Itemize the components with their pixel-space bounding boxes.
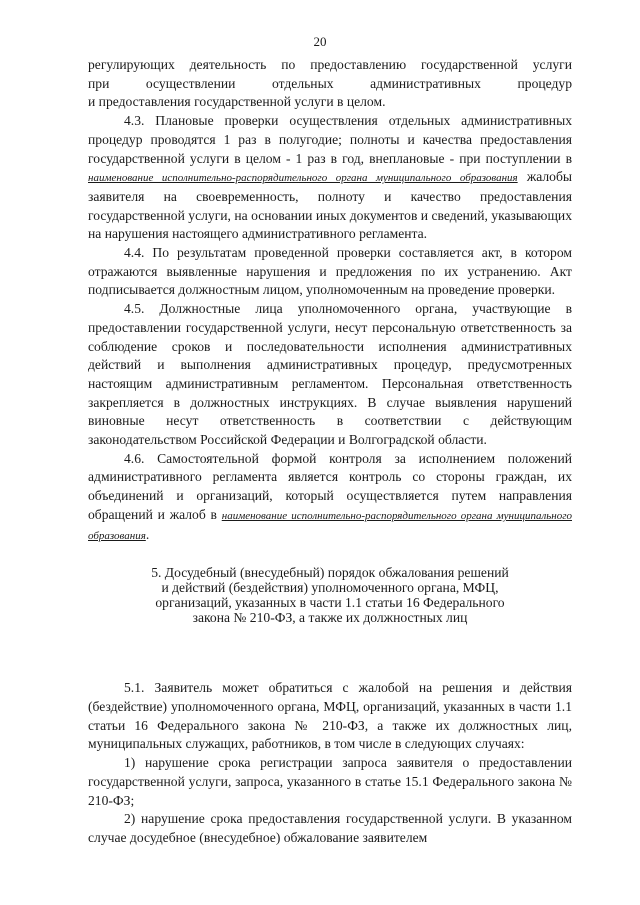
document-body bbox=[88, 56, 572, 848]
section-5-heading bbox=[88, 565, 572, 625]
paragraph-text: . bbox=[145, 526, 150, 542]
paragraph-4-3 bbox=[88, 112, 572, 244]
spacer bbox=[88, 625, 572, 679]
paragraph-4-4: 4.4. По результатам проведенной проверки составляется акт, в котором отражаются выявленные нарушения и предложения по их устранению. Акт подписывается должностным лицом, уполномоченным на проведение проверки. bbox=[88, 245, 572, 298]
paragraph-line: при осуществлении отдельных административных процедур bbox=[88, 75, 572, 91]
heading-line: и действий (бездействия) уполномоченного органа, МФЦ, bbox=[161, 580, 499, 596]
placeholder-authority-name: наименование исполнительно-распорядительного органа муниципального образования bbox=[88, 172, 518, 185]
paragraph-text: 4.6. Самостоятельной формой контроля за исполнением положений административного регламента является контроль со стороны граждан, их объединений и организаций, который осуществляется путем направления обращений и жалоб в bbox=[88, 450, 572, 522]
paragraph-line: регулирующих деятельность по предоставлению государственной услуги bbox=[88, 57, 572, 72]
list-item-1: 1) нарушение срока регистрации запроса заявителя о предоставлении государственной услуги, запроса, указанного в статье 15.1 Федерального закона № 210-ФЗ; bbox=[88, 755, 572, 808]
paragraph-5-1: 5.1. Заявитель может обратиться с жалобой на решения и действия (бездействие) уполномоченного органа, МФЦ, организаций, указанных в части 1.1 статьи 16 Федерального закона № 210-ФЗ, а также их должностных лиц, муниципальных служащих, работников, в том числе в следующих случаях: bbox=[88, 680, 572, 752]
heading-line: закона № 210-ФЗ, а также их должностных лиц bbox=[192, 610, 468, 626]
placeholder-authority-name: наименование исполнительно-распорядительного органа муниципального образования bbox=[88, 509, 572, 542]
heading-line: организаций, указанных в части 1.1 статьи 16 Федерального bbox=[155, 595, 505, 611]
list-item-2: 2) нарушение срока предоставления государственной услуги. В указанном случае досудебное (внесудебное) обжалование заявителем bbox=[88, 811, 572, 845]
paragraph-4-6 bbox=[88, 450, 572, 546]
heading-line: 5. Досудебный (внесудебный) порядок обжалования решений bbox=[151, 565, 509, 581]
paragraph-4-5: 4.5. Должностные лица уполномоченного органа, участвующие в предоставлении государственной услуги, несут персональную ответственность за соблюдение сроков и последовательности исполнения административных действий и выполнения административных процедур, предусмотренных настоящим административным регламентом. Персональная ответственность закрепляется в должностных инструкциях. В случае выявления нарушений виновные несут ответственность в соответствии с действующим законодательством Российской Федерации и Волгоградской области. bbox=[88, 301, 572, 448]
paragraph-text: 4.3. Плановые проверки осуществления отдельных административных процедур проводятся 1 раз в полугодие; полноты и качества предоставления государственной услуги в целом - 1 раз в год, внеплановые - при поступлении в bbox=[88, 113, 572, 166]
paragraph-text: жалобы заявителя на своевременность, полноту и качество предоставления государственной услуги, на основании иных документов и сведений, указывающих на нарушения настоящего административного регламента. bbox=[88, 169, 572, 242]
paragraph-line: и предоставления государственной услуги в целом. bbox=[88, 94, 386, 110]
page-number: 20 bbox=[313, 34, 327, 49]
paragraph-continuation bbox=[88, 56, 572, 112]
